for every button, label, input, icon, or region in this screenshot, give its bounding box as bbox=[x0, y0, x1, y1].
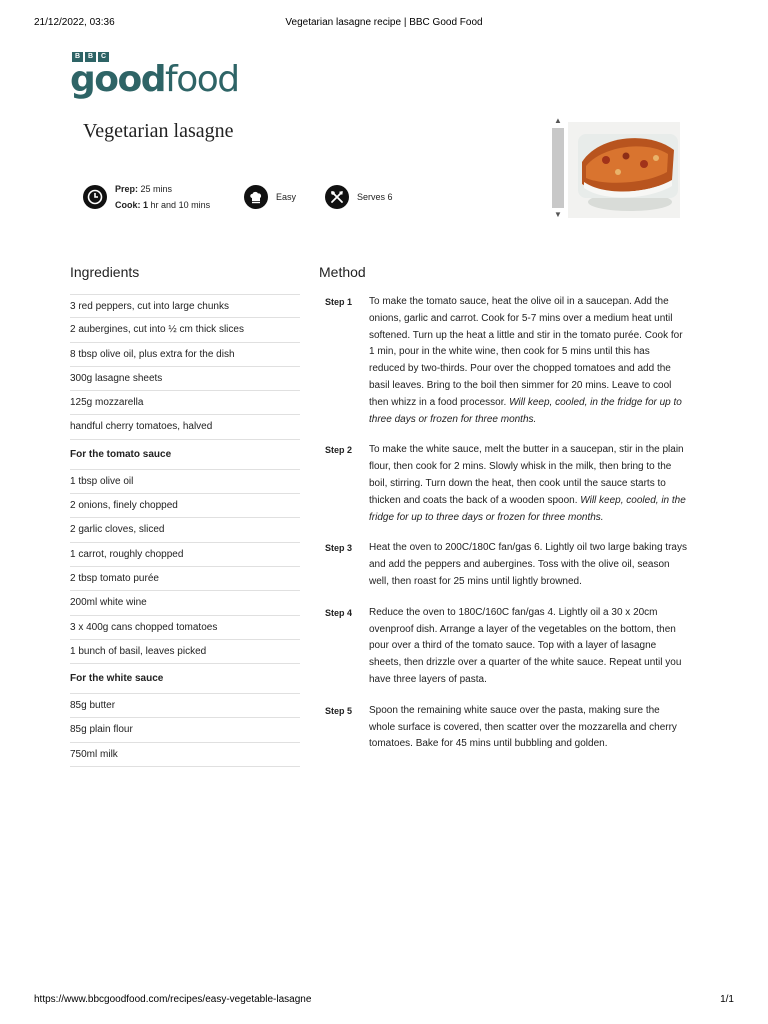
cook-value: hr and 10 mins bbox=[150, 200, 211, 210]
difficulty bbox=[244, 182, 296, 212]
recipe-title: Vegetarian lasagne bbox=[83, 120, 234, 142]
step-note: Will keep, cooled, in the fridge for up to three days or frozen for three months. bbox=[369, 494, 686, 523]
step-text bbox=[369, 294, 687, 428]
method-steps bbox=[325, 294, 687, 767]
bbc-letter: B bbox=[72, 52, 83, 62]
step-body: Reduce the oven to 180C/160C fan/gas 4. Lightly oil a 30 x 20cm ovenproof dish. Arrange a layer of the vegetables on the bottom, then pour over a third of the tomato sauce. Top with a layer of lasagne sheets, then drizzle over a quarter of the white sauce. Repeat until you have three layers of pasta. bbox=[369, 606, 682, 685]
white-sauce-subheading: For the white sauce bbox=[70, 664, 300, 694]
method-step bbox=[325, 703, 687, 753]
print-footer bbox=[34, 994, 734, 1008]
step-body: To make the tomato sauce, heat the olive oil in a saucepan. Add the onions, garlic and carrot. Cook for 5-7 mins over a medium heat until softened. Turn up the heat a little and stir in the tomato purée. Cook for 1 min, pour in the white wine, then cook for 5 mins until this has reduced by two-thirds. Pour over the chopped tomatoes and add the basil leaves. Bring to the boil then simmer for 20 mins. Leave to cool then whizz in a food processor. bbox=[369, 296, 683, 408]
ingredient-item: 1 bunch of basil, leaves picked bbox=[70, 640, 300, 664]
step-text bbox=[369, 605, 687, 689]
cook-label: Cook: bbox=[115, 200, 141, 210]
step-body: Spoon the remaining white sauce over the pasta, making sure the whole surface is covered, then scatter over the mozzarella and cherry tomatoes. Bake for 45 mins until bubbling and golden. bbox=[369, 704, 677, 750]
clock-icon bbox=[83, 185, 107, 209]
prep-label: Prep: bbox=[115, 184, 139, 194]
step-note: Will keep, cooled, in the fridge for up to three days or frozen for three months. bbox=[369, 396, 682, 425]
difficulty-value: Easy bbox=[276, 192, 297, 202]
cutlery-icon bbox=[325, 185, 349, 209]
ingredient-item: 1 tbsp olive oil bbox=[70, 470, 300, 494]
ingredients-heading: Ingredients bbox=[70, 264, 140, 280]
prep-time bbox=[115, 181, 210, 197]
step-text bbox=[369, 442, 687, 526]
ingredient-item: 3 red peppers, cut into large chunks bbox=[70, 294, 300, 318]
step-body: Heat the oven to 200C/180C fan/gas 6. Lightly oil two large baking trays and add the peppers and aubergines. Toss with the olive oil, season well, then roast for 25 mins until lightly browned. bbox=[369, 542, 687, 587]
step-label: Step 1 bbox=[325, 297, 353, 307]
step-text bbox=[369, 703, 687, 753]
ingredient-item: 85g plain flour bbox=[70, 718, 300, 742]
step-text bbox=[369, 540, 687, 590]
prep-value: 25 mins bbox=[140, 184, 173, 194]
ingredient-item: 8 tbsp olive oil, plus extra for the dish bbox=[70, 343, 300, 367]
scrollbar-thumb[interactable] bbox=[552, 128, 564, 208]
servings-value: Serves 6 bbox=[357, 192, 393, 202]
cook-hours: 1 bbox=[143, 200, 149, 210]
ingredient-item: 125g mozzarella bbox=[70, 391, 300, 415]
recipe-photo bbox=[568, 122, 680, 218]
ingredient-item: 300g lasagne sheets bbox=[70, 367, 300, 391]
ingredient-item: 2 garlic cloves, sliced bbox=[70, 518, 300, 542]
prep-cook-time bbox=[83, 182, 210, 212]
ingredient-item: 3 x 400g cans chopped tomatoes bbox=[70, 616, 300, 640]
ingredient-item: 200ml white wine bbox=[70, 591, 300, 615]
ingredients-list bbox=[70, 294, 300, 767]
ingredient-item: 85g butter bbox=[70, 694, 300, 718]
method-step bbox=[325, 605, 687, 689]
step-label: Step 5 bbox=[325, 705, 353, 716]
bbc-letter: B bbox=[85, 52, 96, 62]
logo-wordmark bbox=[70, 60, 239, 100]
print-url[interactable]: https://www.bbcgoodfood.com/recipes/easy-vegetable-lasagne bbox=[34, 994, 312, 1005]
print-page-count: 1/1 bbox=[720, 994, 734, 1005]
ingredient-item: handful cherry tomatoes, halved bbox=[70, 415, 300, 439]
ingredient-item: 2 aubergines, cut into ½ cm thick slices bbox=[70, 318, 300, 342]
cook-time bbox=[115, 197, 210, 213]
method-step bbox=[325, 442, 687, 526]
ingredient-item: 2 onions, finely chopped bbox=[70, 494, 300, 518]
servings bbox=[325, 182, 393, 212]
ingredient-item: 750ml milk bbox=[70, 743, 300, 767]
goodfood-logo[interactable] bbox=[70, 52, 240, 100]
ingredient-item: 2 tbsp tomato purée bbox=[70, 567, 300, 591]
print-date: 21/12/2022, 03:36 bbox=[34, 17, 115, 28]
print-page-title: Vegetarian lasagne recipe | BBC Good Food bbox=[285, 17, 483, 28]
logo-food: food bbox=[165, 59, 239, 100]
image-scrollbar[interactable] bbox=[551, 114, 565, 224]
scroll-down-icon[interactable]: ▼ bbox=[554, 210, 562, 219]
print-header bbox=[34, 17, 734, 31]
bbc-letter: C bbox=[98, 52, 109, 62]
tomato-sauce-subheading: For the tomato sauce bbox=[70, 440, 300, 470]
method-step bbox=[325, 294, 687, 428]
logo-good: good bbox=[70, 59, 166, 100]
step-label: Step 4 bbox=[325, 607, 353, 618]
method-heading: Method bbox=[319, 264, 366, 280]
step-label: Step 3 bbox=[325, 543, 353, 554]
step-body: To make the white sauce, melt the butter in a saucepan, stir in the plain flour, then cook for 2 mins. Slowly whisk in the milk, then bring to the boil, stirring. Turn down the heat, then cook until the sauce starts to thicken and coats the back of a wooden spoon. bbox=[369, 444, 684, 506]
chef-hat-icon bbox=[244, 185, 268, 209]
method-step bbox=[325, 540, 687, 590]
step-label: Step 2 bbox=[325, 445, 353, 456]
ingredient-item: 1 carrot, roughly chopped bbox=[70, 543, 300, 567]
scroll-up-icon[interactable]: ▲ bbox=[554, 116, 562, 125]
